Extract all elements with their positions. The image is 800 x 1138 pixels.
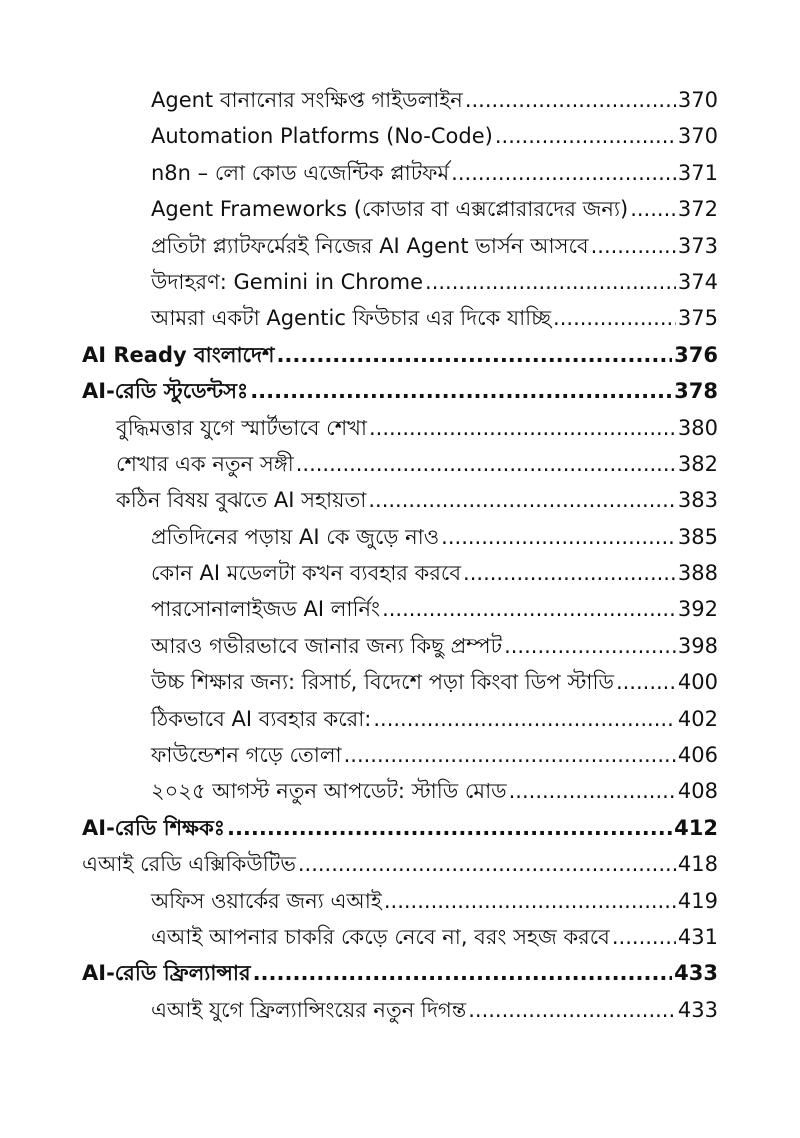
- toc-entry[interactable]: [0, 628, 800, 664]
- toc-entry-page-number: 370: [677, 124, 718, 149]
- dot-leader: [368, 482, 676, 518]
- toc-entry-page-number: 371: [677, 160, 718, 185]
- dot-leader: [463, 555, 676, 591]
- toc-entry-title: Agent বানানোর সংক্ষিপ্ত গাইডলাইন: [151, 88, 463, 112]
- toc-entry-title: আরও গভীরভাবে জানার জন্য কিছু প্রম্পট: [151, 633, 503, 658]
- toc-entry[interactable]: [0, 955, 800, 991]
- dot-leader: [276, 337, 672, 373]
- toc-entry-page-number: 392: [677, 597, 718, 622]
- toc-entry[interactable]: [0, 410, 800, 446]
- toc-entry[interactable]: [0, 300, 800, 336]
- toc-entry-page-number: 383: [677, 488, 718, 513]
- toc-entry-title: প্রতিটা প্ল্যাটফর্মেরই নিজের AI Agent ভার্সন আসবে: [151, 233, 589, 258]
- toc-entry-page-number: 372: [677, 197, 718, 222]
- toc-entry-page-number: 408: [677, 779, 718, 804]
- toc-entry-page-number: 373: [677, 233, 718, 258]
- toc-entry-title: ২০২৫ আগস্ট নতুন আপডেট: স্টাডি মোড: [151, 779, 507, 804]
- toc-entry-page-number: 433: [677, 997, 718, 1022]
- dot-leader: [253, 955, 673, 991]
- toc-entry-page-number: 418: [677, 852, 718, 877]
- dot-leader: [441, 519, 676, 555]
- toc-entry-page-number: 419: [677, 888, 718, 913]
- toc-entry[interactable]: [0, 737, 800, 773]
- toc-entry-page-number: 400: [677, 670, 718, 695]
- toc-entry-page-number: 412: [674, 815, 718, 840]
- toc-entry[interactable]: [0, 846, 800, 882]
- toc-entry[interactable]: [0, 337, 800, 373]
- toc-entry-title: AI-রেডি শিক্ষকঃ: [82, 815, 225, 840]
- toc-entry-title: অফিস ওয়ার্কের জন্য এআই: [151, 888, 382, 913]
- dot-leader: [425, 264, 676, 300]
- toc-entry-page-number: 433: [674, 961, 718, 986]
- toc-entry[interactable]: [0, 883, 800, 919]
- dot-leader: [468, 992, 676, 1028]
- toc-entry[interactable]: [0, 228, 800, 264]
- toc-entry-page-number: 375: [677, 306, 718, 331]
- toc-entry[interactable]: [0, 701, 800, 737]
- table-of-contents: [0, 82, 800, 1028]
- toc-entry-title: এআই যুগে ফ্রিল্যান্সিংয়ের নতুন দিগন্ত: [151, 997, 467, 1022]
- toc-entry[interactable]: [0, 555, 800, 591]
- toc-entry-title: AI-রেডি স্টুডেন্টসঃ: [82, 379, 249, 404]
- toc-entry-page-number: 374: [677, 269, 718, 294]
- toc-entry-title: প্রতিদিনের পড়ায় AI কে জুড়ে নাও: [151, 524, 440, 549]
- toc-entry-page-number: 388: [677, 561, 718, 586]
- toc-entry-title: n8n – লো কোড এজেন্টিক প্লাটফর্ম: [151, 160, 450, 185]
- toc-entry-page-number: 402: [677, 706, 718, 731]
- toc-entry-page-number: 378: [674, 379, 718, 404]
- dot-leader: [250, 373, 672, 409]
- toc-entry[interactable]: [0, 664, 800, 700]
- dot-leader: [630, 191, 676, 227]
- toc-entry-title: শেখার এক নতুন সঙ্গী: [116, 451, 294, 476]
- toc-entry-title: উচ্চ শিক্ষার জন্য: রিসার্চ, বিদেশে পড়া কিংবা ডিপ স্টাডি: [151, 670, 614, 695]
- dot-leader: [373, 701, 676, 737]
- toc-entry-page-number: 376: [674, 342, 718, 367]
- dot-leader: [504, 628, 676, 664]
- toc-entry[interactable]: [0, 264, 800, 300]
- toc-entry-title: উদাহরণ: Gemini in Chrome: [151, 269, 424, 294]
- toc-entry-page-number: 382: [677, 451, 718, 476]
- toc-entry-page-number: 398: [677, 633, 718, 658]
- dot-leader: [509, 773, 676, 809]
- toc-entry-title: Agent Frameworks (কোডার বা এক্সপ্লোরারদের জন্য): [151, 197, 629, 222]
- toc-entry[interactable]: [0, 373, 800, 409]
- toc-entry[interactable]: [0, 155, 800, 191]
- toc-entry-page-number: 370: [677, 88, 718, 112]
- toc-entry-page-number: 385: [677, 524, 718, 549]
- toc-entry[interactable]: [0, 519, 800, 555]
- dot-leader: [465, 82, 676, 118]
- toc-entry[interactable]: [0, 482, 800, 518]
- toc-entry-title: ফাউন্ডেশন গড়ে তোলা: [151, 743, 342, 768]
- dot-leader: [451, 155, 676, 191]
- dot-leader: [591, 228, 676, 264]
- toc-entry-title: এআই আপনার চাকরি কেড়ে নেবে না, বরং সহজ করবে: [151, 924, 610, 949]
- toc-entry[interactable]: [0, 591, 800, 627]
- toc-entry-title: আমরা একটা Agentic ফিউচার এর দিকে যাচ্ছি: [151, 306, 552, 331]
- dot-leader: [612, 919, 676, 955]
- toc-entry-title: কঠিন বিষয় বুঝতে AI সহায়তা: [116, 488, 367, 513]
- toc-entry[interactable]: [0, 992, 800, 1028]
- toc-entry-title: এআই রেডি এক্সিকিউটিভ: [82, 852, 296, 877]
- dot-leader: [495, 118, 676, 154]
- toc-entry[interactable]: [0, 810, 800, 846]
- toc-entry-title: বুদ্ধিমত্তার যুগে স্মার্টভাবে শেখা: [116, 415, 367, 440]
- dot-leader: [296, 446, 676, 482]
- toc-entry-title: Automation Platforms (No-Code): [151, 124, 493, 149]
- dot-leader: [616, 664, 676, 700]
- toc-entry-title: ঠিকভাবে AI ব্যবহার করো:: [151, 706, 372, 731]
- toc-entry-page-number: 380: [677, 415, 718, 440]
- toc-entry-title: AI-রেডি ফ্রিল্যান্সার: [82, 961, 251, 986]
- dot-leader: [382, 591, 676, 627]
- toc-entry-page-number: 406: [677, 743, 718, 768]
- dot-leader: [344, 737, 676, 773]
- toc-entry-title: কোন AI মডেলটা কখন ব্যবহার করবে: [151, 561, 462, 586]
- toc-entry[interactable]: [0, 773, 800, 809]
- dot-leader: [298, 846, 676, 882]
- dot-leader: [369, 410, 676, 446]
- toc-entry-page-number: 431: [677, 924, 718, 949]
- dot-leader: [553, 300, 676, 336]
- toc-entry-title: পারসোনালাইজড AI লার্নিং: [151, 597, 381, 622]
- toc-entry[interactable]: [0, 919, 800, 955]
- dot-leader: [384, 883, 676, 919]
- toc-entry-title: AI Ready বাংলাদেশ: [82, 342, 275, 367]
- toc-entry[interactable]: [0, 82, 800, 118]
- toc-entry[interactable]: [0, 118, 800, 154]
- dot-leader: [227, 810, 672, 846]
- toc-entry[interactable]: [0, 191, 800, 227]
- toc-entry[interactable]: [0, 446, 800, 482]
